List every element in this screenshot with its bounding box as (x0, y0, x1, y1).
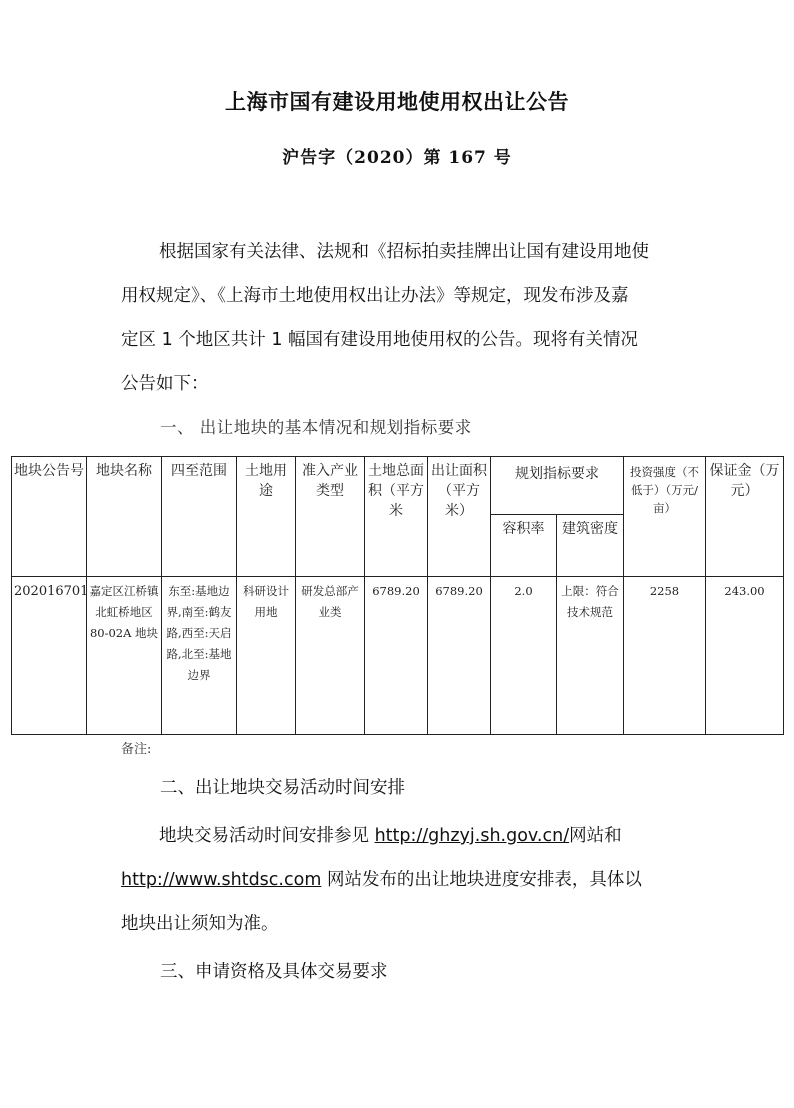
ghzyj-link[interactable]: http://ghzyj.sh.gov.cn/ (374, 826, 570, 846)
header-industry-type: 准入产业类型 (296, 457, 365, 577)
section-2-text-c: 网站发布的出让地块进度安排表，具体以 (321, 870, 642, 890)
intro-paragraph (121, 230, 681, 406)
header-planning-indicators: 规划指标要求 (491, 457, 624, 515)
cell-boundaries: 东至:基地边界,南至:鹤友路,西至:天启路,北至:基地边界 (162, 577, 237, 735)
document-title: 上海市国有建设用地使用权出让公告 (225, 90, 569, 114)
header-deposit: 保证金（万元） (706, 457, 784, 577)
table-row (12, 577, 784, 735)
section-2-line-2 (121, 858, 721, 902)
header-investment-intensity: 投资强度（不低于）（万元/亩） (624, 457, 706, 577)
cell-transfer-area: 6789.20 (428, 577, 491, 735)
table-note: 备注: (121, 742, 152, 757)
cell-investment-intensity: 2258 (624, 577, 706, 735)
header-floor-area-ratio: 容积率 (491, 515, 557, 577)
cell-industry-type: 研发总部产业类 (296, 577, 365, 735)
intro-line-1: 根据国家有关法律、法规和《招标拍卖挂牌出让国有建设用地使 (159, 242, 649, 262)
header-boundaries: 四至范围 (162, 457, 237, 577)
section-2-paragraph (121, 814, 721, 946)
document-number: 沪告字（2020）第 167 号 (282, 148, 512, 168)
cell-plot-no: 202016701 (12, 577, 87, 735)
cell-land-use: 科研设计用地 (237, 577, 296, 735)
section-2-line-3: 地块出让须知为准。 (121, 914, 279, 934)
shtdsc-link[interactable]: http://www.shtdsc.com (121, 870, 322, 890)
section-2-heading: 二、出让地块交易活动时间安排 (160, 778, 405, 798)
section-2-text-b: 网站和 (569, 826, 622, 846)
header-total-area: 土地总面积（平方米 (365, 457, 428, 577)
section-1-heading: 一、 出让地块的基本情况和规划指标要求 (160, 418, 472, 437)
header-building-density: 建筑密度 (557, 515, 624, 577)
section-2-line-1 (121, 814, 721, 858)
section-3-heading: 三、申请资格及具体交易要求 (160, 962, 388, 982)
header-plot-no: 地块公告号 (12, 457, 87, 577)
header-land-use: 土地用途 (237, 457, 296, 577)
land-plot-table (11, 456, 784, 735)
cell-building-density: 上限：符合技术规范 (557, 577, 624, 735)
intro-line-4: 公告如下： (121, 374, 209, 394)
cell-deposit: 243.00 (706, 577, 784, 735)
header-transfer-area: 出让面积（平方米） (428, 457, 491, 577)
cell-total-area: 6789.20 (365, 577, 428, 735)
intro-line-2: 用权规定》、《上海市土地使用权出让办法》等规定，现发布涉及嘉 (121, 286, 629, 306)
section-2-text-a: 地块交易活动时间安排参见 (159, 826, 375, 846)
header-plot-name: 地块名称 (87, 457, 162, 577)
cell-plot-name: 嘉定区江桥镇北虹桥地区 80-02A 地块 (87, 577, 162, 735)
cell-floor-area-ratio: 2.0 (491, 577, 557, 735)
intro-line-3: 定区 1 个地区共计 1 幅国有建设用地使用权的公告。现将有关情况 (121, 330, 639, 350)
